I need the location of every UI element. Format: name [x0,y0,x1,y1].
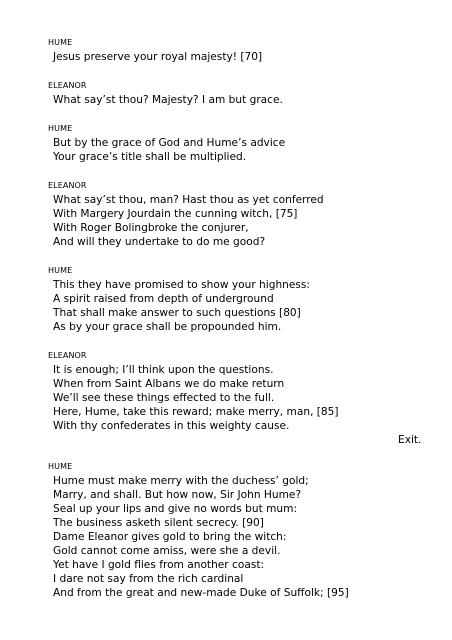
verse-line: Jesus preserve your royal majesty! [70] [53,51,263,63]
verse-line: Dame Eleanor gives gold to bring the witch: [53,531,287,543]
verse-line: But by the grace of God and Hume’s advice [53,137,286,149]
verse-line: With thy confederates in this weighty cause. [53,420,290,432]
verse-line: A spirit raised from depth of underground [53,293,274,305]
verse-line: Here, Hume, take this reward; make merry, man, [85] [53,406,339,418]
speech-lines [53,50,262,64]
verse-line: I dare not say from the rich cardinal [53,573,244,585]
verse-line: We’ll see these things effected to the full. [53,392,275,404]
speech-lines [53,363,339,433]
speech-lines [53,474,349,600]
speaker-name: ELEANOR [48,81,87,90]
speech-lines [53,193,324,249]
verse-line: Hume must make merry with the duchess’ gold; [53,475,309,487]
speech-lines [53,136,285,164]
verse-line: That shall make answer to such questions [80] [53,307,301,319]
verse-line: Gold cannot come amiss, were she a devil. [53,545,281,557]
speaker-name: ELEANOR [48,181,87,190]
verse-line: Your grace’s title shall be multiplied. [53,151,247,163]
verse-line: And from the great and new-made Duke of Suffolk; [95] [53,587,349,599]
speaker-name: HUME [48,462,73,471]
verse-line: And will they undertake to do me good? [53,236,266,248]
speaker-name: HUME [48,38,73,47]
stage-direction: Exit. [398,434,422,446]
verse-line: Yet have I gold flies from another coast: [53,559,265,571]
speaker-name: HUME [48,266,73,275]
verse-line: Seal up your lips and give no words but mum: [53,503,298,515]
verse-line: When from Saint Albans we do make return [53,378,285,390]
verse-line: With Roger Bolingbroke the conjurer, [53,222,249,234]
verse-line: What say’st thou, man? Hast thou as yet conferred [53,194,324,206]
verse-line: Marry, and shall. But how now, Sir John Hume? [53,489,302,501]
verse-line: As by your grace shall be propounded him. [53,321,282,333]
verse-line: The business asketh silent secrecy. [90] [53,517,264,529]
speaker-name: HUME [48,124,73,133]
verse-line: This they have promised to show your highness: [53,279,310,291]
speech-lines [53,278,310,334]
verse-line: What say’st thou? Majesty? I am but grace. [53,94,283,106]
speech-lines [53,93,283,107]
speaker-name: ELEANOR [48,351,87,360]
verse-line: It is enough; I’ll think upon the questions. [53,364,274,376]
verse-line: With Margery Jourdain the cunning witch, [75] [53,208,298,220]
